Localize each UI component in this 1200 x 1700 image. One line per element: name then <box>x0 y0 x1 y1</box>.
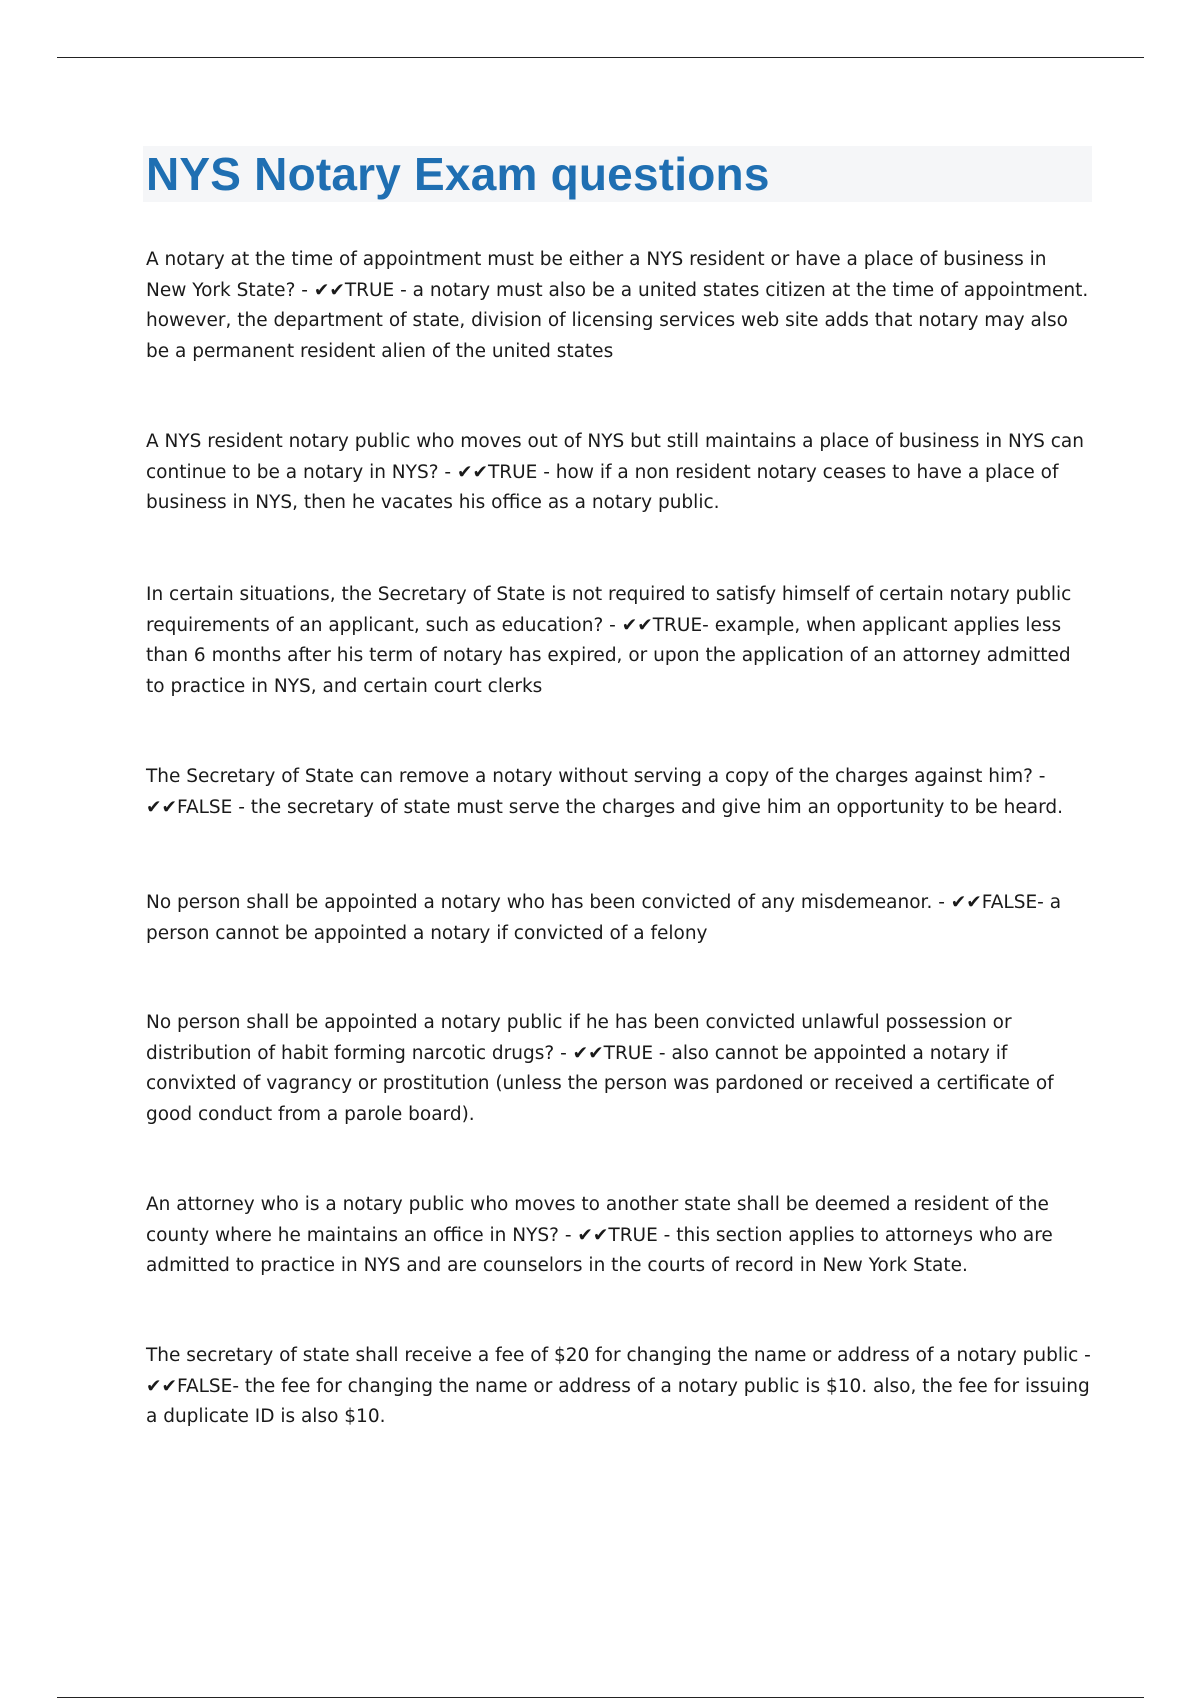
footer-rule <box>57 1697 1144 1698</box>
double-check-icon: ✔✔ <box>950 892 982 913</box>
qa-item <box>146 1190 1092 1282</box>
question-text: The secretary of state shall receive a fee of $20 for changing the name or address of a notary public - <box>146 1345 1091 1366</box>
double-check-icon: ✔✔ <box>146 1375 178 1397</box>
double-check-icon: ✔✔ <box>577 1224 609 1246</box>
qa-item <box>146 1341 1092 1433</box>
qa-item <box>146 580 1092 702</box>
question-text: No person shall be appointed a notary who has been convicted of any misdemeanor. - <box>146 892 951 913</box>
double-check-icon: ✔✔ <box>313 279 345 301</box>
qa-item <box>146 245 1092 367</box>
double-check-icon: ✔✔ <box>146 796 178 818</box>
question-text: A NYS resident notary public who moves out of NYS but still maintains a place of business in NYS can continue to be a notary in NYS? - <box>146 431 1084 483</box>
answer-text: TRUE - how if a non resident notary ceases to have a place of business in NYS, then he vacates his office as a notary public. <box>146 461 1059 513</box>
answer-text: TRUE - this section applies to attorneys who are admitted to practice in NYS and are counselors in the courts of record in New York State. <box>146 1224 1053 1276</box>
answer-text: TRUE- example, when applicant applies less than 6 months after his term of notary has expired, or upon the application of an attorney admitted to practice in NYS, and certain court clerks <box>146 614 1071 697</box>
qa-item <box>146 762 1092 823</box>
question-text: In certain situations, the Secretary of State is not required to satisfy himself of certain notary public requirements of an applicant, such as education? - <box>146 584 1072 636</box>
question-text: The Secretary of State can remove a notary without serving a copy of the charges against him? - <box>146 766 1046 787</box>
answer-text: FALSE - the secretary of state must serve the charges and give him an opportunity to be heard. <box>177 796 1063 818</box>
question-text: An attorney who is a notary public who moves to another state shall be deemed a resident of the county where he maintains an office in NYS? - <box>146 1194 1049 1246</box>
qa-item <box>146 1008 1092 1130</box>
answer-text: TRUE - also cannot be appointed a notary if convixted of vagrancy or prostitution (unless the person was pardoned or received a certificate of good conduct from a parole board). <box>146 1042 1054 1125</box>
document-title: NYS Notary Exam questions <box>146 148 770 200</box>
question-text: No person shall be appointed a notary public if he has been convicted unlawful possession or distribution of habit forming narcotic drugs? - <box>146 1012 1012 1064</box>
answer-text: FALSE- a person cannot be appointed a notary if convicted of a felony <box>146 892 1062 944</box>
double-check-icon: ✔✔ <box>621 614 653 636</box>
double-check-icon: ✔✔ <box>456 461 488 483</box>
header-rule <box>57 57 1144 58</box>
qa-item <box>146 427 1092 519</box>
qa-item <box>146 888 1092 949</box>
answer-text: FALSE- the fee for changing the name or address of a notary public is $10. also, the fee for issuing a duplicate ID is also $10. <box>146 1375 1090 1427</box>
answer-text: TRUE - a notary must also be a united states citizen at the time of appointment. however, the department of state, division of licensing services web site adds that notary may also be a permanent resident alien of the united states <box>146 279 1089 362</box>
question-text: A notary at the time of appointment must be either a NYS resident or have a place of business in New York State? - <box>146 249 1047 301</box>
double-check-icon: ✔✔ <box>572 1042 604 1064</box>
